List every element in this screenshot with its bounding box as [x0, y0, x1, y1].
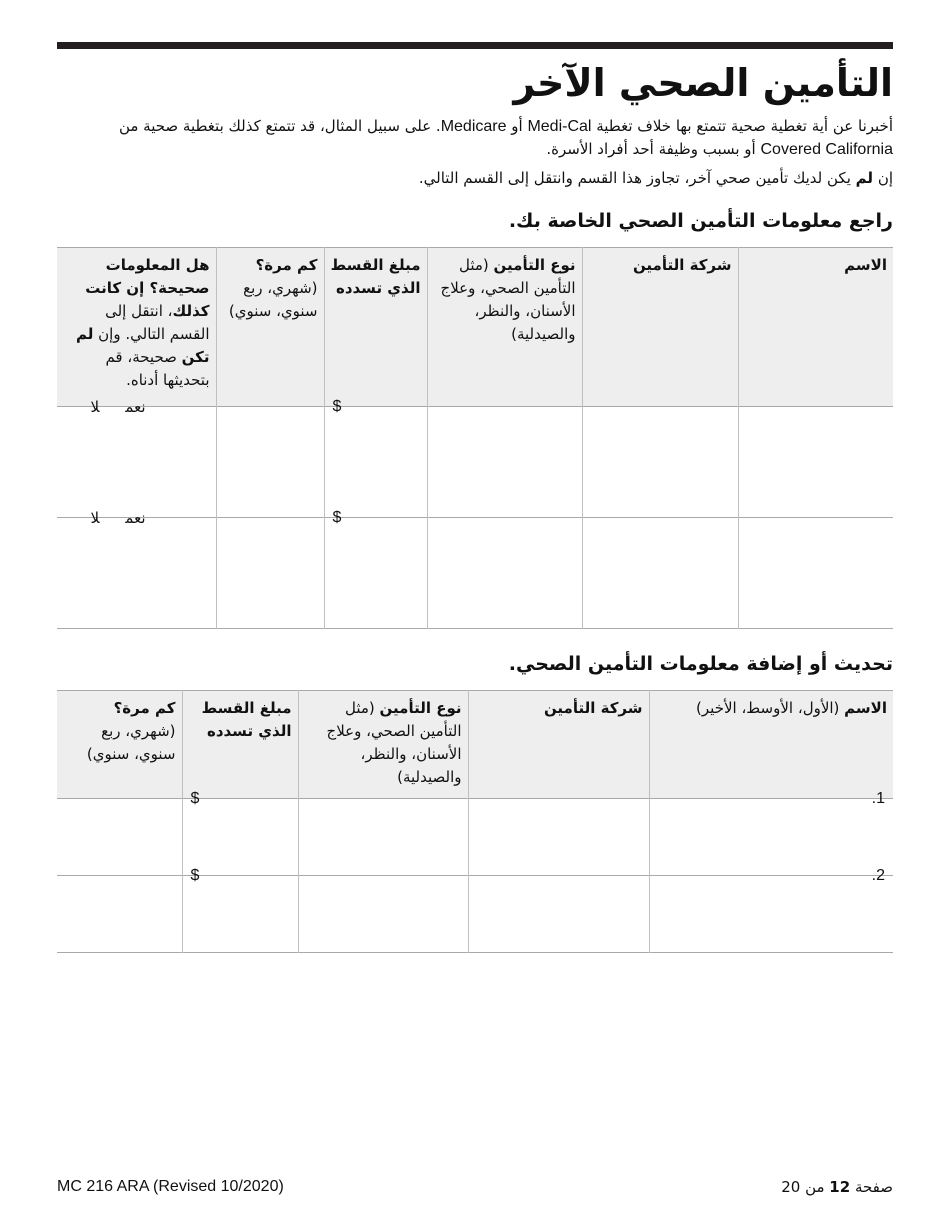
- header-type: نوع التأمين (مثل التأمين الصحي، وعلاج الأسنان، والنظر، والصيدلية): [427, 248, 582, 407]
- form-id: MC 216 ARA (Revised 10/2020): [57, 1178, 284, 1195]
- review-header-row: [57, 248, 893, 407]
- page-footer: [57, 1178, 893, 1202]
- yes-option[interactable]: نعم: [125, 398, 146, 416]
- name-cell[interactable]: [738, 407, 893, 518]
- frequency-cell[interactable]: [57, 799, 182, 876]
- table-row: [57, 518, 893, 629]
- intro-part4: أو بسبب وظيفة أحد أفراد الأسرة.: [546, 140, 761, 158]
- premium-cell[interactable]: [324, 398, 427, 518]
- company-cell[interactable]: [582, 518, 738, 629]
- page-number: [781, 1178, 893, 1196]
- name-cell[interactable]: [738, 518, 893, 629]
- frequency-cell[interactable]: [216, 407, 324, 518]
- medi-cal-term: Medi-Cal: [527, 118, 592, 135]
- type-cell[interactable]: [298, 799, 468, 876]
- company-cell[interactable]: [582, 407, 738, 518]
- page-label: صفحة: [850, 1178, 893, 1196]
- header-frequency: كم مرة؟ (شهري، ربع سنوي، سنوي): [86, 699, 176, 763]
- review-section-heading: راجع معلومات التأمين الصحي الخاصة بك.: [508, 210, 893, 232]
- review-table: [57, 247, 893, 629]
- correct-cell: [57, 398, 216, 518]
- update-table: [57, 690, 893, 953]
- header-type: نوع التأمين (مثل التأمين الصحي، وعلاج الأسنان، والنظر، والصيدلية): [298, 691, 468, 799]
- medicare-term: Medicare: [440, 118, 507, 135]
- yes-option[interactable]: نعم: [125, 509, 146, 527]
- update-header-row: [57, 691, 893, 799]
- skip-note: [57, 167, 893, 190]
- intro-part1: أخبرنا عن أية تغطية صحية تتمتع بها خلاف تغطية: [591, 117, 893, 135]
- table-row: [57, 407, 893, 518]
- table-row: [57, 876, 893, 953]
- company-cell[interactable]: [468, 799, 649, 876]
- company-cell[interactable]: [468, 876, 649, 953]
- header-premium: مبلغ القسط الذي تسدده: [324, 248, 427, 407]
- premium-cell[interactable]: [182, 790, 298, 876]
- top-rule: [57, 42, 893, 49]
- header-premium: مبلغ القسط الذي تسدده: [182, 691, 298, 799]
- intro-part2: أو: [506, 117, 528, 135]
- currency-symbol: $: [190, 790, 200, 807]
- page-title: التأمين الصحي الآخر: [513, 61, 893, 105]
- name-cell[interactable]: [649, 867, 893, 953]
- header-name: الاسم: [738, 248, 893, 407]
- type-cell[interactable]: [298, 876, 468, 953]
- update-section-heading: تحديث أو إضافة معلومات التأمين الصحي.: [508, 653, 893, 675]
- premium-cell[interactable]: [182, 867, 298, 953]
- no-option[interactable]: لا: [90, 398, 100, 416]
- no-option[interactable]: لا: [90, 509, 100, 527]
- frequency-cell[interactable]: [216, 518, 324, 629]
- intro-text: [57, 115, 893, 190]
- page-current: 12: [829, 1178, 851, 1196]
- correct-cell: [57, 509, 216, 629]
- row-number: 1.: [871, 790, 885, 807]
- header-frequency: كم مرة؟ (شهري، ربع سنوي، سنوي): [216, 248, 324, 407]
- covered-california-term: Covered California: [760, 141, 893, 158]
- table-row: [57, 799, 893, 876]
- currency-symbol: $: [332, 509, 342, 526]
- header-company: شركة التأمين: [468, 691, 649, 799]
- row-number: 2.: [871, 867, 885, 884]
- intro-paragraph: [57, 115, 893, 161]
- header-correct: هل المعلومات صحيحة؟ إن كانت كذلك، انتقل إلى القسم التالي. وإن لم تكن صحيحة، قم بتحديثها أدناه.: [75, 256, 210, 389]
- type-cell[interactable]: [427, 518, 582, 629]
- header-full-name: الاسم (الأول، الأوسط، الأخير): [649, 691, 893, 799]
- name-cell[interactable]: [649, 790, 893, 876]
- currency-symbol: $: [190, 867, 200, 884]
- header-company: شركة التأمين: [582, 248, 738, 407]
- note-bold: لم: [855, 169, 874, 187]
- intro-part3: . على سبيل المثال، قد تتمتع كذلك بتغطية صحية من: [118, 117, 441, 135]
- type-cell[interactable]: [427, 407, 582, 518]
- premium-cell[interactable]: [324, 509, 427, 629]
- note-part2: يكن لديك تأمين صحي آخر، تجاوز هذا القسم وانتقل إلى القسم التالي.: [418, 169, 856, 187]
- currency-symbol: $: [332, 398, 342, 415]
- page-of: من 20: [781, 1178, 830, 1196]
- frequency-cell[interactable]: [57, 876, 182, 953]
- form-page: [57, 42, 893, 953]
- note-part1: إن: [873, 169, 893, 187]
